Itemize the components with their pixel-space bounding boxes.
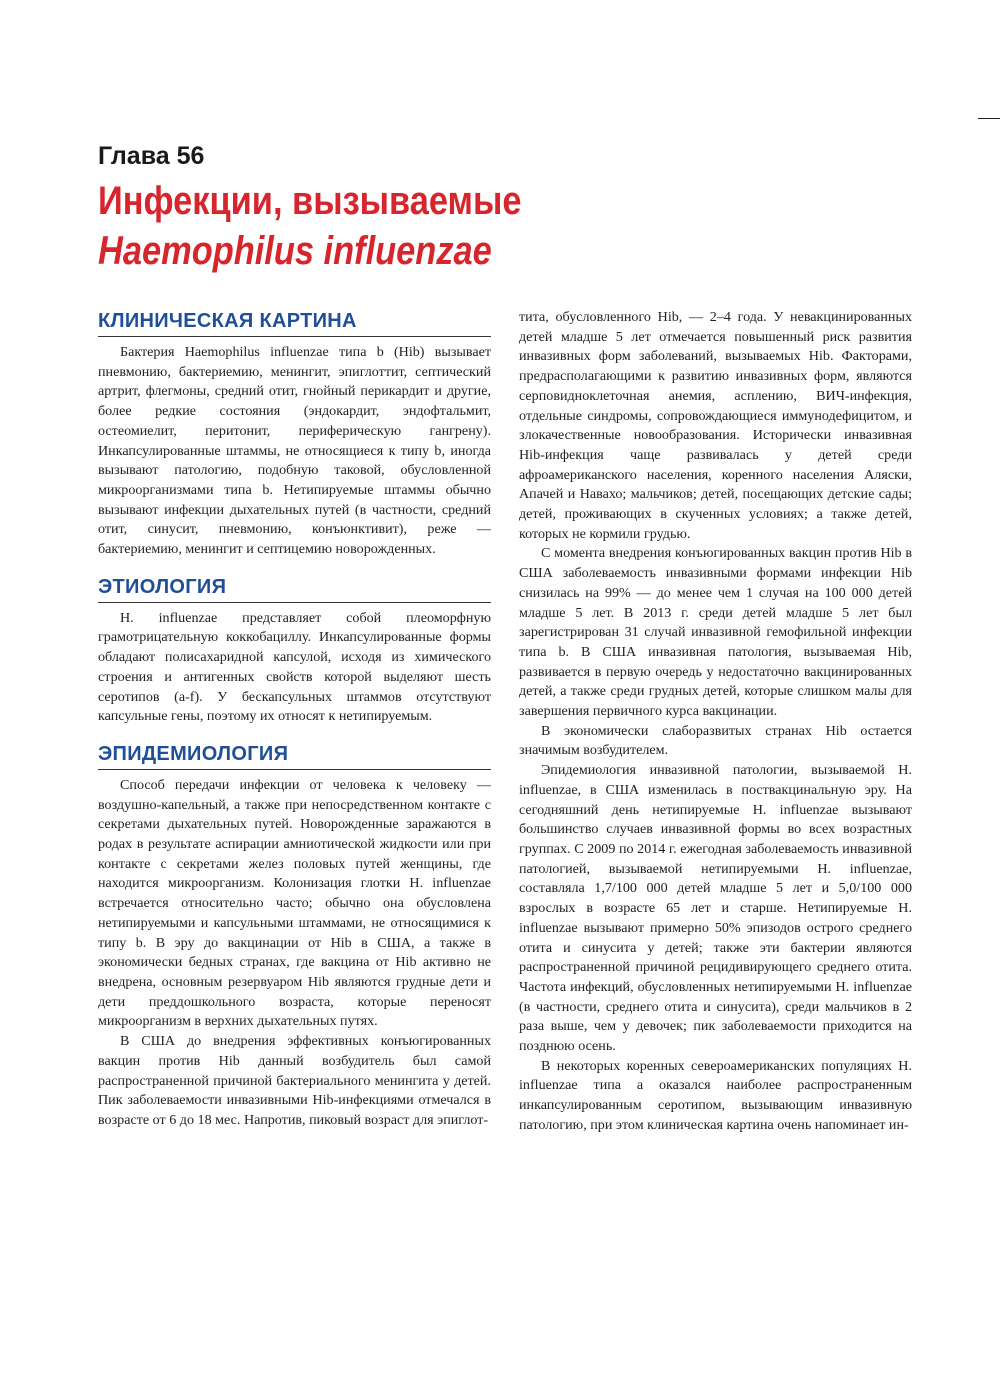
right-column — [519, 308, 912, 1136]
paragraph: H. influenzae представляет собой плеоморфную грамотрицательную коккобациллу. Инкапсулированные формы обладают полисахаридной капсулой, исходя из химического строения и антигенных свойств которой выделяют шесть серотипов (a-f). У бескапсульных штаммов отсутствуют капсульные гены, поэтому их относят к нетипируемым. — [98, 609, 491, 725]
page-edge-mark — [978, 118, 1000, 119]
section-clinical — [98, 308, 491, 560]
section-heading: КЛИНИЧЕСКАЯ КАРТИНА — [98, 308, 491, 337]
chapter-label: Глава 56 — [98, 142, 205, 170]
section-etiology — [98, 574, 491, 727]
section-epidemiology — [98, 741, 491, 1131]
section-heading: ЭТИОЛОГИЯ — [98, 574, 491, 603]
left-column — [98, 308, 491, 1145]
paragraph: Способ передачи инфекции от человека к человеку — воздушно-капельный, а также при непосредственном контакте с секретами дыхательных путей. Новорожденные заражаются в родах в результате аспирации амниотической жидкости или при контакте с секретами желез половых путей женщины, где находится микроорганизм. Колонизация глотки H. influenzae встречается относительно часто; обычно она обусловлена нетипируемыми и капсульными штаммами, не относящимися к типу b. В эру до вакцинации от Hib в США, а также в экономически бедных странах, где вакцина от Hib активно не внедрена, основным резервуаром Hib являются грудные дети и дети преддошкольного возраста, которые переносят микроорганизм в верхних дыхательных путях. — [98, 776, 491, 1030]
paragraph: тита, обусловленного Hib, — 2–4 года. У невакцинированных детей младше 5 лет отмечается повышенный риск развития инвазивных форм заболеваний, вызываемых Hib. Факторами, предрасполагающими к развитию инвазивных форм, являются серповидноклеточная анемия, асплению, ВИЧ-инфекция, отдельные синдромы, сопровождающиеся иммунодефицитом, и злокачественные новообразования. Исторически инвазивная Hib-инфекция чаще развивалась у детей среди афроамериканского населения, коренного населения Аляски, Апачей и Навахо; мальчиков; детей, посещающих детские сады; детей, проживающих в скученных условиях; а также детей, которых не кормили грудью. — [519, 309, 912, 542]
chapter-title-line2: Haemophilus influenzae — [98, 229, 492, 273]
chapter-title — [98, 176, 522, 276]
paragraph: В США до внедрения эффективных конъюгированных вакцин против Hib данный возбудитель был самой распространенной причиной бактериального менингита у детей. Пик заболеваемости инвазивными Hib-инфекциями отмечался в возрасте от 6 до 18 мес. Напротив, пиковый возраст для эпиглот- — [98, 1033, 491, 1128]
chapter-title-line1: Инфекции, вызываемые — [98, 179, 522, 223]
paragraph: Эпидемиология инвазивной патологии, вызываемой H. influenzae, в США изменилась в поствакцинальную эру. На сегодняшний день нетипируемые H. influenzae вызывают большинство случаев инвазивной формы во всех возрастных группах. С 2009 по 2014 г. ежегодная заболеваемость инвазивной патологией, вызываемой нетипируемыми H. influenzae, составляла 1,7/100 000 детей младше 5 лет и 5,0/100 000 взрослых в возрасте 65 лет и старше. Нетипируемые H. influenzae вызывают примерно 50% эпизодов острого среднего отита и синусита у детей; также эти бактерии являются распространенной причиной рецидивирующего среднего отита. Частота инфекций, обусловленных нетипируемыми H. influenzae (в частности, среднего отита и синусита), среди мальчиков в 2 раза выше, чем у девочек; пик заболеваемости приходится на позднюю осень. — [519, 762, 912, 1055]
paragraph: В экономически слаборазвитых странах Hib остается значимым возбудителем. — [519, 722, 912, 759]
paragraph: С момента внедрения конъюгированных вакцин против Hib в США заболеваемость инвазивными формами инфекции Hib снизилась на 99% — до менее чем 1 случая на 100 000 детей младше 5 лет. В 2013 г. среди детей младше 5 лет был зарегистрирован 31 случай инвазивной гемофильной инфекции типа b. В США инвазивная патология, вызываемая Hib, развивается в первую очередь у недостаточно вакцинированных детей, а также среди грудных детей, которые слишком малы для завершения первичного курса вакцинации. — [519, 545, 912, 720]
section-heading: ЭПИДЕМИОЛОГИЯ — [98, 741, 491, 770]
paragraph: Бактерия Haemophilus influenzae типа b (Hib) вызывает пневмонию, бактериемию, менингит, эпиглоттит, септический артрит, флегмоны, средний отит, гнойный перикардит и другие, более редкие состояния (эндокардит, эндофтальмит, остеомиелит, перитонит, периферическую гангрену). Инкапсулированные штаммы, не относящиеся к типу b, иногда вызывают патологию, подобную таковой, обусловленной микроорганизмами типа b. Нетипируемые штаммы обычно вызывают инфекции дыхательных путей (в частности, средний отит, синусит, пневмонию, конъюнктивит), реже — бактериемию, менингит и септицемию новорожденных. — [98, 344, 491, 558]
paragraph: В некоторых коренных североамериканских популяциях H. influenzae типа a оказался наиболее распространенным инкапсулированным серотипом, вызывающим инвазивную патологию, при этом клиническая картина очень напоминает ин- — [519, 1057, 912, 1133]
